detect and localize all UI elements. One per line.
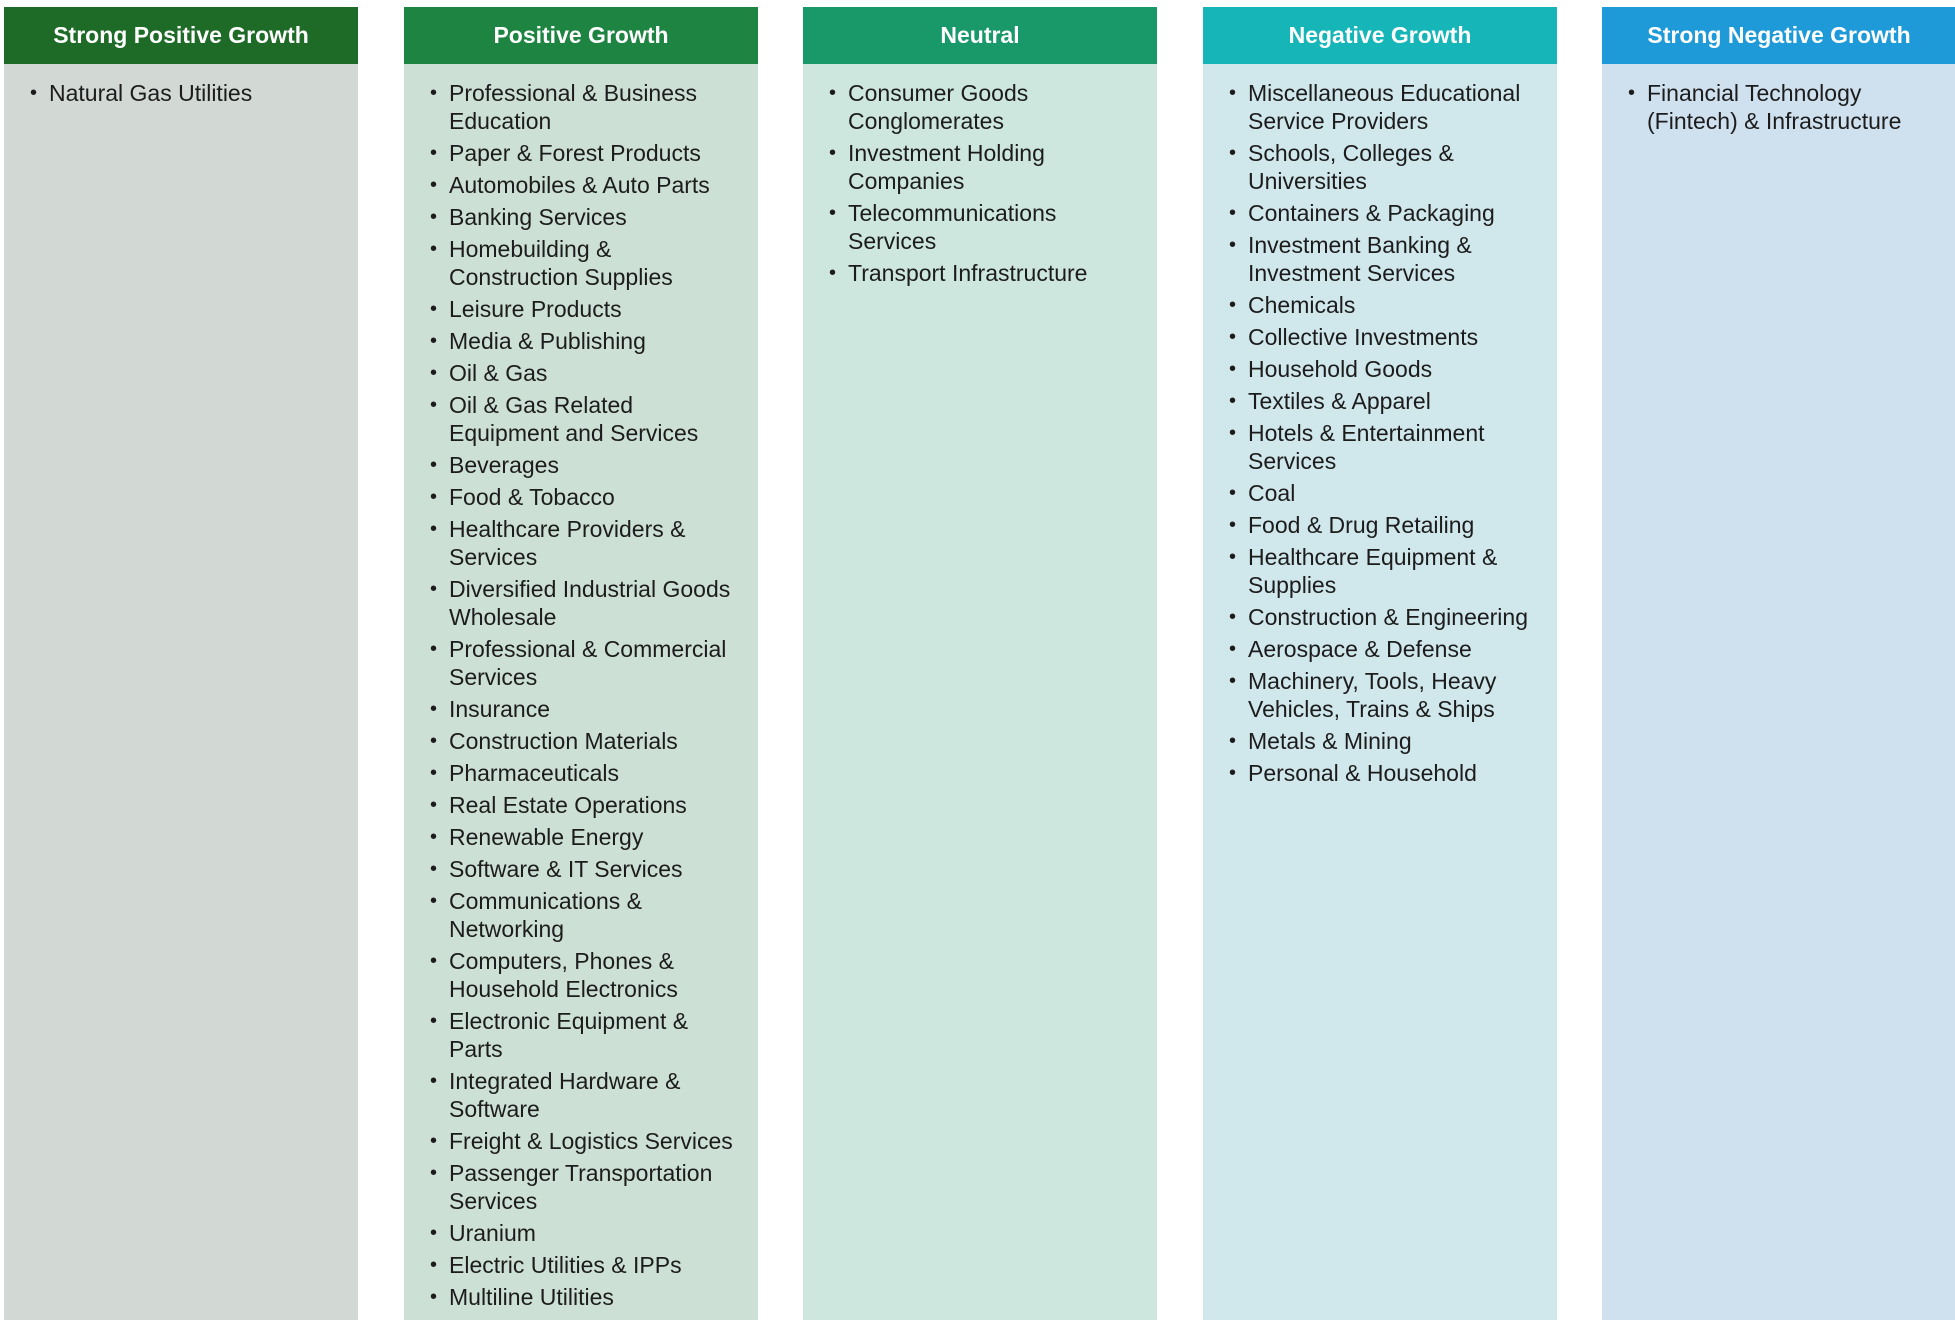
column-body: [1602, 64, 1955, 1320]
list-item: [418, 295, 744, 323]
industry-list: [1217, 79, 1543, 787]
column-header: Neutral: [803, 7, 1157, 64]
industry-name: Machinery, Tools, Heavy Vehicles, Trains & Ships: [1248, 668, 1497, 722]
industry-name: Professional & Business Education: [449, 80, 698, 134]
bullet-icon: •: [430, 638, 438, 660]
bullet-icon: •: [430, 82, 438, 104]
bullet-icon: •: [430, 826, 438, 848]
bullet-icon: •: [829, 262, 837, 284]
bullet-icon: •: [1229, 142, 1237, 164]
bullet-icon: •: [1229, 762, 1237, 784]
bullet-icon: •: [430, 1010, 438, 1032]
bullet-icon: •: [1628, 82, 1636, 104]
industry-name: Food & Drug Retailing: [1248, 512, 1475, 538]
bullet-icon: •: [829, 202, 837, 224]
industry-name: Consumer Goods Conglomerates: [848, 80, 1029, 134]
list-item: [1217, 291, 1543, 319]
industry-name: Freight & Logistics Services: [449, 1128, 733, 1154]
bullet-icon: •: [1229, 638, 1237, 660]
bullet-icon: •: [430, 238, 438, 260]
industry-name: Insurance: [449, 696, 551, 722]
industry-name: Homebuilding & Construction Supplies: [449, 236, 673, 290]
bullet-icon: •: [829, 82, 837, 104]
bullet-icon: •: [430, 206, 438, 228]
industry-name: Investment Banking & Investment Services: [1248, 232, 1472, 286]
list-item: [1217, 511, 1543, 539]
list-item: [418, 327, 744, 355]
list-item: [1217, 635, 1543, 663]
list-item: [1217, 355, 1543, 383]
industry-name: Chemicals: [1248, 292, 1356, 318]
list-item: [1217, 759, 1543, 787]
list-item: [817, 199, 1143, 255]
industry-name: Personal & Household: [1248, 760, 1477, 786]
column-body: [404, 64, 758, 1320]
list-item: [418, 947, 744, 1003]
industry-list: [817, 79, 1143, 287]
list-item: [418, 727, 744, 755]
list-item: [418, 791, 744, 819]
list-item: [1217, 231, 1543, 287]
column-header: Negative Growth: [1203, 7, 1557, 64]
list-item: [1217, 543, 1543, 599]
column-strong-positive-growth: [4, 7, 358, 1320]
list-item: [1217, 667, 1543, 723]
industry-name: Oil & Gas: [449, 360, 548, 386]
list-item: [18, 79, 344, 107]
list-item: [418, 1251, 744, 1279]
list-item: [1217, 139, 1543, 195]
bullet-icon: •: [1229, 514, 1237, 536]
industry-name: Media & Publishing: [449, 328, 646, 354]
industry-name: Textiles & Apparel: [1248, 388, 1431, 414]
bullet-icon: •: [430, 330, 438, 352]
industry-name: Professional & Commercial Services: [449, 636, 727, 690]
bullet-icon: •: [30, 82, 38, 104]
bullet-icon: •: [430, 1162, 438, 1184]
list-item: [418, 483, 744, 511]
bullet-icon: •: [430, 1070, 438, 1092]
bullet-icon: •: [430, 1130, 438, 1152]
industry-name: Integrated Hardware & Software: [449, 1068, 681, 1122]
bullet-icon: •: [1229, 730, 1237, 752]
list-item: [418, 451, 744, 479]
industry-name: Telecommunications Services: [848, 200, 1057, 254]
industry-name: Real Estate Operations: [449, 792, 687, 818]
list-item: [418, 203, 744, 231]
list-item: [418, 171, 744, 199]
list-item: [418, 1007, 744, 1063]
bullet-icon: •: [430, 1286, 438, 1308]
bullet-icon: •: [430, 730, 438, 752]
column-strong-negative-growth: [1602, 7, 1955, 1320]
list-item: [1217, 323, 1543, 351]
industry-name: Construction Materials: [449, 728, 678, 754]
bullet-icon: •: [430, 298, 438, 320]
industry-name: Pharmaceuticals: [449, 760, 620, 786]
list-item: [418, 79, 744, 135]
column-positive-growth: [404, 7, 758, 1320]
industry-name: Automobiles & Auto Parts: [449, 172, 710, 198]
list-item: [418, 635, 744, 691]
industry-name: Metals & Mining: [1248, 728, 1412, 754]
industry-name: Construction & Engineering: [1248, 604, 1528, 630]
industry-name: Software & IT Services: [449, 856, 683, 882]
list-item: [418, 515, 744, 571]
column-body: [803, 64, 1157, 1320]
list-item: [418, 1067, 744, 1123]
column-header: Strong Positive Growth: [4, 7, 358, 64]
column-negative-growth: [1203, 7, 1557, 1320]
list-item: [1217, 79, 1543, 135]
industry-name: Diversified Industrial Goods Wholesale: [449, 576, 731, 630]
industry-name: Coal: [1248, 480, 1296, 506]
list-item: [418, 695, 744, 723]
list-item: [1217, 387, 1543, 415]
industry-name: Financial Technology (Fintech) & Infrastructure: [1647, 80, 1902, 134]
list-item: [1217, 479, 1543, 507]
bullet-icon: •: [829, 142, 837, 164]
list-item: [1217, 199, 1543, 227]
industry-name: Oil & Gas Related Equipment and Services: [449, 392, 699, 446]
bullet-icon: •: [430, 518, 438, 540]
bullet-icon: •: [1229, 294, 1237, 316]
list-item: [418, 855, 744, 883]
industry-name: Banking Services: [449, 204, 627, 230]
industry-name: Natural Gas Utilities: [49, 80, 253, 106]
industry-name: Schools, Colleges & Universities: [1248, 140, 1454, 194]
list-item: [418, 1127, 744, 1155]
industry-name: Uranium: [449, 1220, 536, 1246]
industry-name: Healthcare Providers & Services: [449, 516, 686, 570]
industry-name: Containers & Packaging: [1248, 200, 1495, 226]
bullet-icon: •: [430, 1222, 438, 1244]
list-item: [418, 1283, 744, 1311]
industry-name: Household Goods: [1248, 356, 1433, 382]
list-item: [1217, 419, 1543, 475]
industry-name: Aerospace & Defense: [1248, 636, 1472, 662]
industry-list: [1616, 79, 1942, 135]
list-item: [418, 1159, 744, 1215]
industry-name: Investment Holding Companies: [848, 140, 1045, 194]
bullet-icon: •: [1229, 546, 1237, 568]
bullet-icon: •: [1229, 82, 1237, 104]
industry-name: Transport Infrastructure: [848, 260, 1088, 286]
industry-name: Leisure Products: [449, 296, 622, 322]
column-header: Positive Growth: [404, 7, 758, 64]
list-item: [418, 139, 744, 167]
bullet-icon: •: [430, 486, 438, 508]
list-item: [1217, 727, 1543, 755]
industry-name: Beverages: [449, 452, 559, 478]
bullet-icon: •: [430, 950, 438, 972]
industry-name: Electronic Equipment & Parts: [449, 1008, 689, 1062]
list-item: [418, 575, 744, 631]
list-item: [418, 359, 744, 387]
list-item: [418, 887, 744, 943]
list-item: [418, 391, 744, 447]
bullet-icon: •: [1229, 670, 1237, 692]
industry-list: [418, 79, 744, 1311]
industry-name: Food & Tobacco: [449, 484, 615, 510]
list-item: [817, 139, 1143, 195]
bullet-icon: •: [430, 142, 438, 164]
bullet-icon: •: [430, 794, 438, 816]
column-body: [4, 64, 358, 1320]
bullet-icon: •: [430, 174, 438, 196]
column-header: Strong Negative Growth: [1602, 7, 1955, 64]
bullet-icon: •: [1229, 202, 1237, 224]
bullet-icon: •: [430, 454, 438, 476]
industry-name: Communications & Networking: [449, 888, 643, 942]
industry-name: Passenger Transportation Services: [449, 1160, 713, 1214]
bullet-icon: •: [430, 1254, 438, 1276]
bullet-icon: •: [1229, 482, 1237, 504]
list-item: [418, 759, 744, 787]
bullet-icon: •: [430, 394, 438, 416]
industry-list: [18, 79, 344, 107]
bullet-icon: •: [1229, 606, 1237, 628]
industry-name: Multiline Utilities: [449, 1284, 614, 1310]
bullet-icon: •: [430, 698, 438, 720]
column-body: [1203, 64, 1557, 1320]
bullet-icon: •: [430, 890, 438, 912]
industry-name: Renewable Energy: [449, 824, 644, 850]
bullet-icon: •: [1229, 358, 1237, 380]
industry-name: Collective Investments: [1248, 324, 1479, 350]
industry-name: Miscellaneous Educational Service Providers: [1248, 80, 1521, 134]
list-item: [418, 1219, 744, 1247]
industry-name: Hotels & Entertainment Services: [1248, 420, 1485, 474]
industry-name: Computers, Phones & Household Electronics: [449, 948, 678, 1002]
list-item: [817, 259, 1143, 287]
bullet-icon: •: [1229, 422, 1237, 444]
list-item: [817, 79, 1143, 135]
bullet-icon: •: [430, 578, 438, 600]
bullet-icon: •: [1229, 390, 1237, 412]
industry-name: Electric Utilities & IPPs: [449, 1252, 682, 1278]
bullet-icon: •: [430, 858, 438, 880]
bullet-icon: •: [1229, 326, 1237, 348]
list-item: [418, 235, 744, 291]
bullet-icon: •: [430, 762, 438, 784]
industry-name: Healthcare Equipment & Supplies: [1248, 544, 1498, 598]
bullet-icon: •: [430, 362, 438, 384]
bullet-icon: •: [1229, 234, 1237, 256]
list-item: [418, 823, 744, 851]
list-item: [1616, 79, 1942, 135]
list-item: [1217, 603, 1543, 631]
industry-name: Paper & Forest Products: [449, 140, 701, 166]
column-neutral: [803, 7, 1157, 1320]
